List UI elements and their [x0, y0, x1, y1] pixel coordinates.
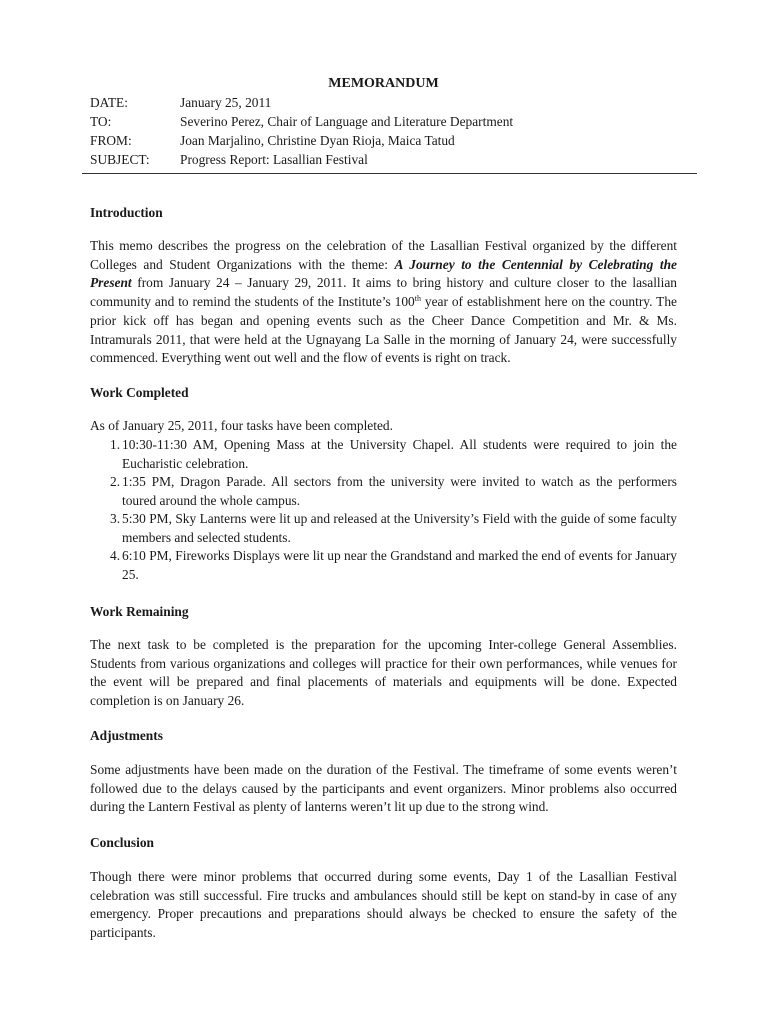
list-item-text: 6:10 PM, Fireworks Displays were lit up near the Grandstand and marked the end of events for January 25. [122, 548, 677, 582]
header-key: FROM: [90, 133, 132, 148]
header-value: Severino Perez, Chair of Language and Literature Department [180, 114, 514, 129]
list-number: 1. [110, 437, 121, 452]
festival-theme: A Journey to the Centennial by Celebrating the Present [90, 256, 677, 291]
introduction-heading: Introduction [90, 205, 163, 220]
completed-task-list [90, 436, 677, 584]
list-item-text: 10:30-11:30 AM, Opening Mass at the University Chapel. All students were required to join the Eucharistic celebration. [122, 437, 677, 471]
list-item-text: 1:35 PM, Dragon Parade. All sectors from the university were invited to watch as the performers toured around the whole campus. [122, 474, 677, 508]
work-completed-lead: As of January 25, 2011, four tasks have been completed. [90, 418, 393, 433]
intro-text: from January 24 – January 29, 2011. It aims to bring history and culture closer to the lasallian community and to remind the students of the Institute’s 100 [90, 275, 677, 310]
list-item [90, 547, 677, 584]
conclusion-heading: Conclusion [90, 835, 154, 850]
intro-text: This memo describes the progress on the celebration of the Lasallian Festival organized by the different Colleges and Student Organizations with the theme: [90, 238, 677, 272]
header-value: Joan Marjalino, Christine Dyan Rioja, Maica Tatud [180, 133, 455, 148]
ordinal-suffix: th [414, 294, 421, 304]
header-divider [82, 173, 697, 174]
header-value: Progress Report: Lasallian Festival [180, 152, 368, 167]
list-number: 3. [110, 511, 121, 526]
adjustments-heading: Adjustments [90, 728, 163, 743]
header-value: January 25, 2011 [180, 95, 272, 110]
list-item-text: 5:30 PM, Sky Lanterns were lit up and released at the University’s Field with the guide of some faculty members and selected students. [122, 511, 677, 545]
list-item [90, 436, 677, 473]
list-item [90, 473, 677, 510]
work-remaining-heading: Work Remaining [90, 604, 189, 619]
conclusion-paragraph: Though there were minor problems that occurred during some events, Day 1 of the Lasallian Festival celebration was still successful. Fire trucks and ambulances should still be kept on stand-by in case of any emergency. Proper precautions and preparations should always be checked to ensure the safety of the participants. [90, 869, 677, 941]
list-number: 2. [110, 474, 121, 489]
intro-text: year of establishment here on the country. The prior kick off has began and opening events such as the Cheer Dance Competition and Mr. & Ms. Intramurals 2011, that were held at the Ugnayang La Salle in the morning of January 24, were successfully commenced. Everything went out well and the flow of events is right on track. [90, 294, 677, 366]
adjustments-paragraph: Some adjustments have been made on the duration of the Festival. The timeframe of some events weren’t followed due to the delays caused by the participants and event organizers. Minor problems also occurred during the Lantern Festival as plenty of lanterns weren’t lit up due to the strong wind. [90, 762, 677, 815]
header-key: DATE: [90, 95, 128, 110]
work-completed-heading: Work Completed [90, 385, 189, 400]
memo-title: MEMORANDUM [328, 76, 439, 91]
list-number: 4. [110, 548, 121, 563]
introduction-paragraph [90, 237, 677, 368]
list-item [90, 510, 677, 547]
work-remaining-paragraph: The next task to be completed is the preparation for the upcoming Inter-college General Assemblies. Students from various organizations and colleges will practice for their own performances, while venues for the event will be prepared and final placements of materials and equipments will be done. Expected completion is on January 26. [90, 637, 677, 709]
header-key: SUBJECT: [90, 152, 150, 167]
header-key: TO: [90, 114, 112, 129]
